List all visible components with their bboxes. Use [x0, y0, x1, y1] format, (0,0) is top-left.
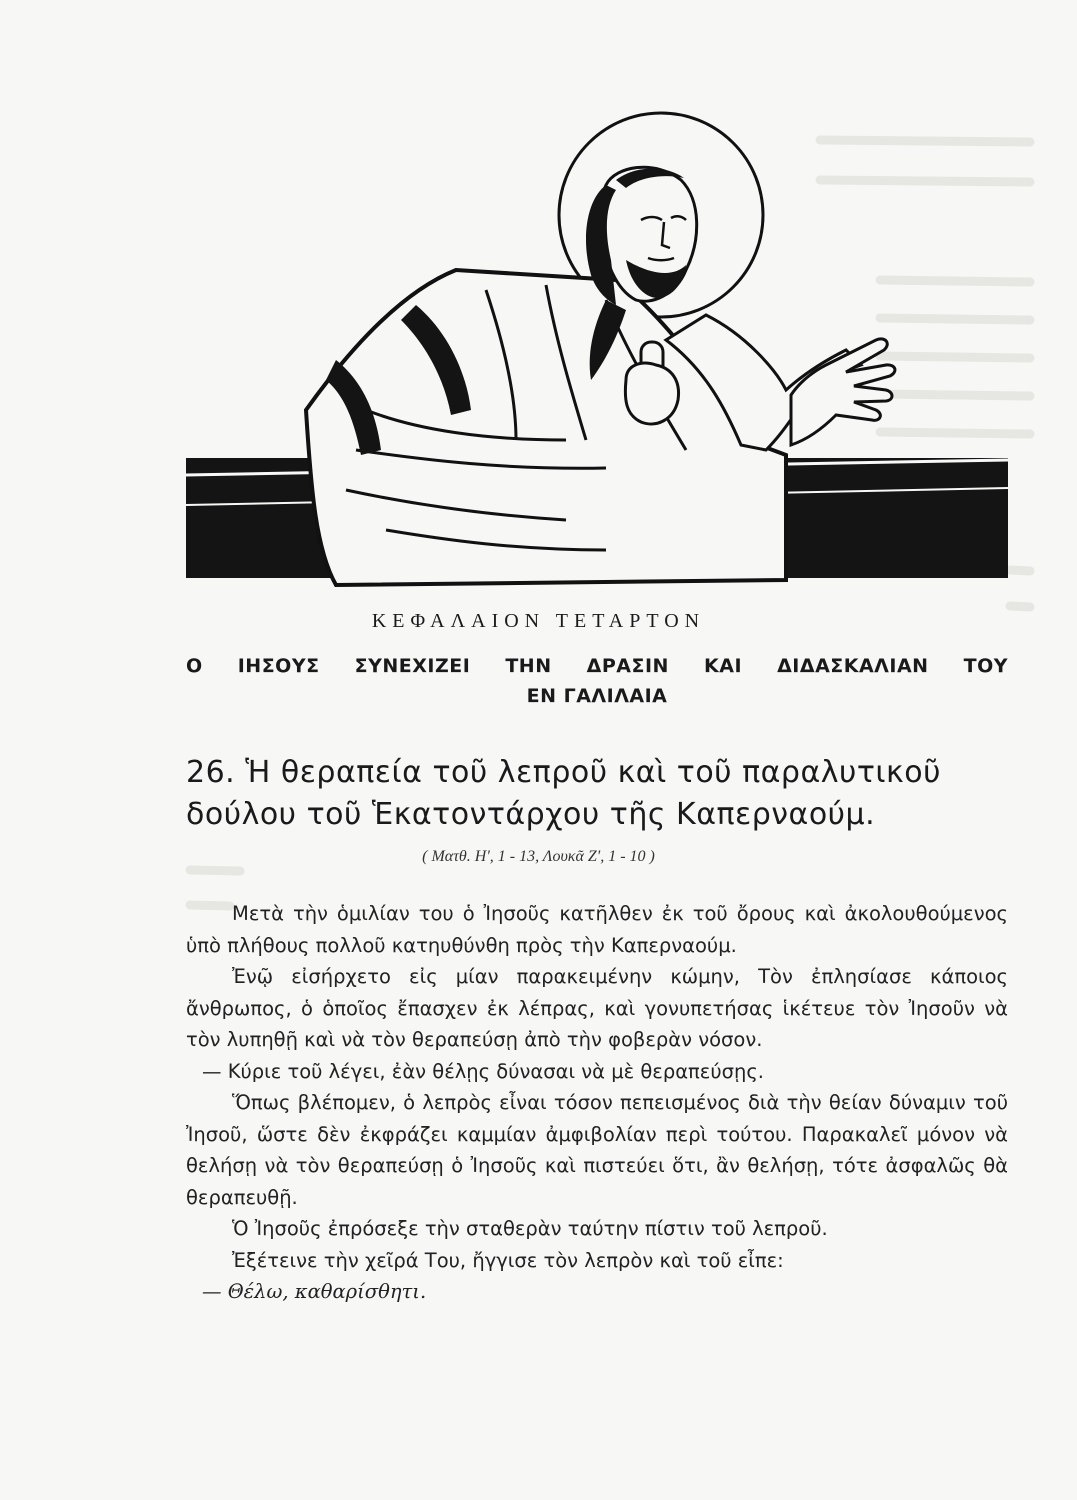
paragraph-dialogue: — Θέλω, καθαρίσθητι.: [202, 1280, 427, 1303]
robe-shape: [306, 270, 786, 585]
scripture-reference: ( Ματθ. Η', 1 - 13, Λουκᾶ Ζ', 1 - 10 ): [422, 848, 655, 865]
section-title-line1: 26. Ἡ θεραπεία τοῦ λεπροῦ καὶ τοῦ παραλυτικοῦ: [186, 755, 941, 790]
paragraph: Ἐνῷ εἰσήρχετο εἰς μίαν παρακειμένην κώμην, Τὸν ἐπλησίασε κάποιος ἄνθρωπος, ὁ ὁποῖος ἔπασχεν ἐκ λέπρας, καὶ γονυπετήσας ἱκέτευε τὸν Ἰησοῦν νὰ τὸν λυπηθῇ καὶ νὰ τὸν θεραπεύσῃ ἀπὸ τὴν φοβερὰν νόσον.: [186, 965, 1008, 1051]
section-title-line2: δούλου τοῦ Ἑκατοντάρχου τῆς Καπερναούμ.: [186, 797, 876, 832]
paragraph: Ἐξέτεινε τὴν χεῖρά Του, ἤγγισε τὸν λεπρὸν καὶ τοῦ εἶπε:: [232, 1248, 784, 1272]
chapter-heading: ΚΕΦΑΛΑΙΟΝ ΤΕΤΑΡΤΟΝ: [371, 610, 706, 632]
chapter-subtitle-line1: Ο ΙΗΣΟΥΣ ΣΥΝΕΧΙΖΕΙ ΤΗΝ ΔΡΑΣΙΝ ΚΑΙ ΔΙΔΑΣΚΑΛΙΑΝ ΤΟΥ: [186, 655, 1008, 677]
chapter-subtitle-line2: ΕΝ ΓΑΛΙΛΑΙΑ: [526, 685, 668, 707]
body-text: [186, 898, 1008, 1308]
paragraph-dialogue: — Κύριε τοῦ λέγει, ἐὰν θέλῃς δύνασαι νὰ μὲ θεραπεύσῃς.: [202, 1059, 764, 1083]
christ-icon-illustration: [186, 110, 1008, 590]
paragraph: Ὅπως βλέπομεν, ὁ λεπρὸς εἶναι τόσον πεπεισμένος διὰ τὴν θείαν δύναμιν τοῦ Ἰησοῦ, ὥστε δὲν ἐκφράζει καμμίαν ἀμφιβολίαν περὶ τούτου. Παρακαλεῖ μόνον νὰ θελήσῃ νὰ τὸν θεραπεύσῃ ὁ Ἰησοῦς καὶ πιστεύει ὅτι, ἂν θελήσῃ, τότε ἀσφαλῶς θὰ θεραπευθῇ.: [186, 1091, 1008, 1209]
paragraph: Ὁ Ἰησοῦς ἐπρόσεξε τὴν σταθερὰν ταύτην πίστιν τοῦ λεπροῦ.: [232, 1217, 828, 1240]
paragraph: Μετὰ τὴν ὁμιλίαν του ὁ Ἰησοῦς κατῆλθεν ἐκ τοῦ ὄρους καὶ ἀκολουθούμενος ὑπὸ πλήθους πολλοῦ κατηυθύνθη πρὸς τὴν Καπερναούμ.: [186, 902, 1008, 957]
